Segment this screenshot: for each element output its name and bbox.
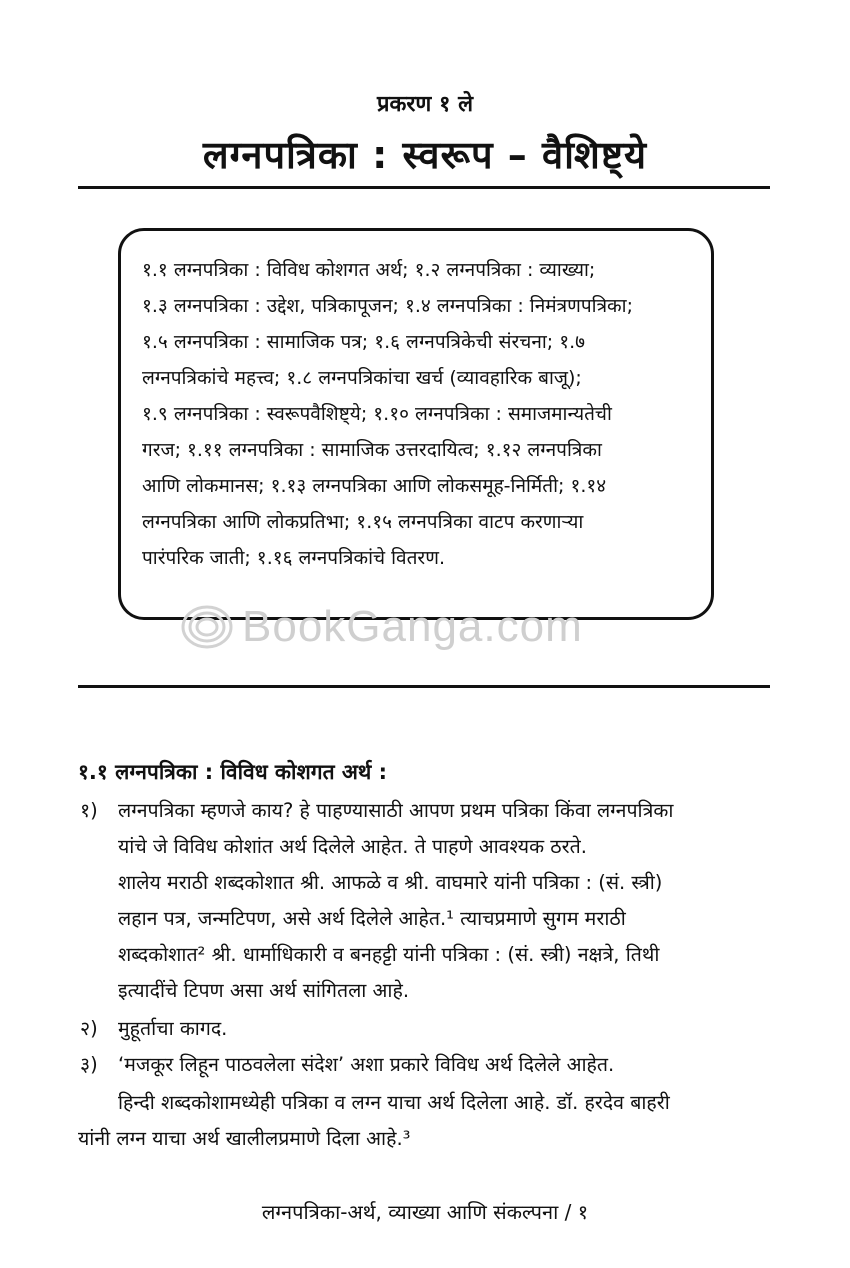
watermark-text: BookGanga.com	[242, 602, 583, 651]
middle-divider	[78, 685, 770, 688]
chapter-title: लग्नपत्रिका : स्वरूप – वैशिष्ट्ये	[202, 133, 648, 177]
item-number: ३)	[80, 1053, 98, 1076]
body-line: इत्यादींचे टिपण असा अर्थ सांगितला आहे.	[118, 979, 410, 1002]
body-line: ‘मजकूर लिहून पाठवलेला संदेश’ अशा प्रकारे विविध अर्थ दिलेले आहेत.	[118, 1053, 615, 1076]
toc-line: लग्नपत्रिका आणि लोकप्रतिभा; १.१५ लग्नपत्रिका वाटप करणाऱ्या	[142, 511, 584, 533]
body-line: शब्दकोशात² श्री. धार्माधिकारी व बनहट्टी यांनी पत्रिका : (सं. स्त्री) नक्षत्रे, तिथी	[118, 943, 660, 966]
toc-line: पारंपरिक जाती; १.१६ लग्नपत्रिकांचे वितरण.	[142, 547, 445, 569]
bookganga-logo-icon	[180, 600, 234, 654]
item-number: १)	[80, 799, 98, 822]
body-line: लग्नपत्रिका म्हणजे काय? हे पाहण्यासाठी आपण प्रथम पत्रिका किंवा लग्नपत्रिका	[118, 799, 674, 822]
toc-line: १.१ लग्नपत्रिका : विविध कोशगत अर्थ; १.२ लग्नपत्रिका : व्याख्या;	[142, 259, 596, 281]
body-line: यांचे जे विविध कोशांत अर्थ दिलेले आहेत. ते पाहणे आवश्यक ठरते.	[118, 835, 587, 858]
toc-line: १.५ लग्नपत्रिका : सामाजिक पत्र; १.६ लग्नपत्रिकेची संरचना; १.७	[142, 331, 586, 353]
toc-line: लग्नपत्रिकांचे महत्त्व; १.८ लग्नपत्रिकांचा खर्च (व्यावहारिक बाजू);	[142, 367, 582, 389]
body-line: शालेय मराठी शब्दकोशात श्री. आफळे व श्री. वाघमारे यांनी पत्रिका : (सं. स्त्री)	[118, 871, 663, 894]
page-footer: लग्नपत्रिका-अर्थ, व्याख्या आणि संकल्पना / १	[261, 1200, 589, 1224]
section-heading: १.१ लग्नपत्रिका : विविध कोशगत अर्थ :	[78, 760, 388, 784]
body-line: हिन्दी शब्दकोशामध्येही पत्रिका व लग्न याचा अर्थ दिलेला आहे. डॉ. हरदेव बाहरी	[118, 1091, 670, 1114]
toc-line: गरज; १.११ लग्नपत्रिका : सामाजिक उत्तरदायित्व; १.१२ लग्नपत्रिका	[142, 439, 602, 461]
toc-line: आणि लोकमानस; १.१३ लग्नपत्रिका आणि लोकसमूह-निर्मिती; १.१४	[142, 475, 607, 497]
body-line: यांनी लग्न याचा अर्थ खालीलप्रमाणे दिला आहे.³	[78, 1127, 411, 1150]
chapter-label: प्रकरण १ ले	[377, 92, 473, 117]
top-divider	[78, 186, 770, 189]
body-line: मुहूर्ताचा कागद.	[118, 1017, 228, 1040]
watermark	[180, 600, 583, 654]
body-line: लहान पत्र, जन्मटिपण, असे अर्थ दिलेले आहेत.¹ त्याचप्रमाणे सुगम मराठी	[118, 907, 626, 930]
toc-line: १.३ लग्नपत्रिका : उद्देश, पत्रिकापूजन; १.४ लग्नपत्रिका : निमंत्रणपत्रिका;	[142, 295, 633, 317]
item-number: २)	[80, 1017, 98, 1040]
toc-line: १.९ लग्नपत्रिका : स्वरूपवैशिष्ट्ये; १.१० लग्नपत्रिका : समाजमान्यतेची	[142, 403, 612, 425]
